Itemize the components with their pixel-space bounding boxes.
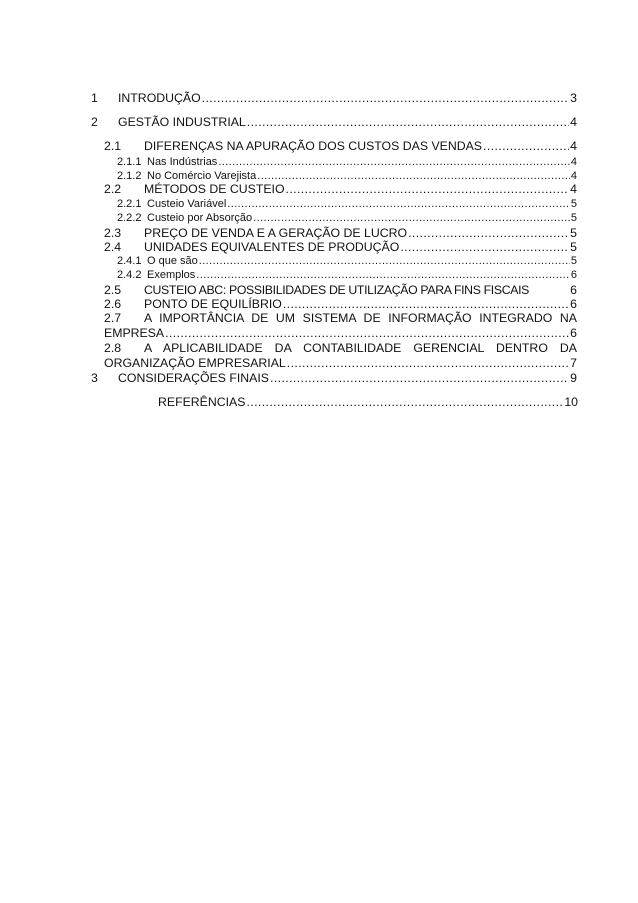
- toc-number: 2.3: [104, 226, 122, 240]
- toc-number: 2: [91, 115, 98, 129]
- toc-page: 4: [570, 182, 577, 196]
- toc-number: 2.4.2: [117, 269, 142, 281]
- toc-leader: [400, 241, 569, 253]
- toc-entry-2-2-2[interactable]: [117, 213, 577, 224]
- toc-page: 3: [570, 91, 577, 105]
- toc-title: CUSTEIO ABC: POSSIBILIDADES DE UTILIZAÇÃO PARA FINS FISCAIS: [144, 283, 530, 297]
- toc-entry-2-3[interactable]: [104, 227, 577, 239]
- toc-number: 2.8: [104, 341, 122, 355]
- toc-title: O que são: [147, 255, 198, 267]
- toc-page: 4: [570, 156, 577, 168]
- toc-number: 2.1: [104, 139, 122, 153]
- toc-entry-1[interactable]: [91, 92, 577, 104]
- toc-entry-2-4-2[interactable]: [117, 270, 577, 281]
- toc-entry-2-4-1[interactable]: [117, 256, 577, 267]
- toc-page: 6: [570, 269, 577, 281]
- toc-entry-2-5[interactable]: [104, 284, 577, 296]
- toc-leader: [257, 171, 570, 182]
- toc-title: Exemplos: [147, 269, 196, 281]
- toc-number: 2.5: [104, 283, 122, 297]
- toc-number: 2.1.1: [117, 156, 142, 168]
- toc-title: Nas Indústrias: [147, 156, 218, 168]
- toc-entry-2-2-1[interactable]: [117, 199, 577, 210]
- toc-leader: [283, 298, 569, 310]
- toc-page: 4: [570, 170, 577, 182]
- toc-page: 7: [570, 356, 577, 370]
- toc-page: 5: [570, 198, 577, 210]
- toc-leader: [408, 227, 569, 239]
- toc-page: 5: [570, 255, 577, 267]
- toc-number: 2.2: [104, 182, 122, 196]
- toc-page: 6: [570, 283, 577, 297]
- toc-page: 5: [570, 226, 577, 240]
- toc-leader: [199, 256, 570, 267]
- toc-page: 10: [564, 395, 578, 409]
- toc-number: 3: [91, 371, 98, 385]
- toc-title: No Comércio Varejista: [147, 170, 257, 182]
- toc-entry-2[interactable]: [91, 116, 577, 128]
- toc-title: CONSIDERAÇÕES FINAIS: [118, 371, 270, 385]
- toc-leader: [227, 199, 570, 210]
- toc-entry-referencias[interactable]: [158, 396, 578, 408]
- toc-entry-2-7[interactable]: [104, 312, 577, 324]
- toc-leader: [218, 157, 570, 168]
- toc-entry-3[interactable]: [91, 372, 577, 384]
- toc-title: A APLICABILIDADE DA CONTABILIDADE GERENCIAL DENTRO DA: [144, 341, 577, 355]
- toc-title: DIFERENÇAS NA APURAÇÃO DOS CUSTOS DAS VENDAS: [144, 139, 483, 153]
- toc-page: 6: [570, 297, 577, 311]
- toc-title: EMPRESA: [104, 326, 165, 340]
- toc-title: Custeio Variável: [147, 198, 227, 210]
- toc-leader: [196, 270, 570, 281]
- toc-page: 6: [570, 326, 577, 340]
- toc-entry-2-1-1[interactable]: [117, 157, 577, 168]
- toc-leader: [286, 183, 570, 195]
- toc-number: 2.2.2: [117, 212, 142, 224]
- toc-title: GESTÃO INDUSTRIAL: [118, 115, 246, 129]
- toc-title: INTRODUÇÃO: [118, 91, 201, 105]
- toc-entry-2-1[interactable]: [104, 140, 577, 152]
- toc-number: 1: [91, 91, 98, 105]
- toc-title: REFERÊNCIAS: [158, 395, 246, 409]
- toc-title: PREÇO DE VENDA E A GERAÇÃO DE LUCRO: [144, 226, 408, 240]
- toc-title: A IMPORTÂNCIA DE UM SISTEMA DE INFORMAÇÃO INTEGRADO NA: [144, 311, 577, 325]
- toc-entry-2-2[interactable]: [104, 183, 577, 195]
- toc-title: ORGANIZAÇÃO EMPRESARIAL: [104, 356, 286, 370]
- toc-entry-2-1-2[interactable]: [117, 171, 577, 182]
- toc-number: 2.1.2: [117, 170, 142, 182]
- toc-number: 2.4.1: [117, 255, 142, 267]
- toc-title: PONTO DE EQUILÍBRIO: [144, 297, 282, 311]
- toc-number: 2.2.1: [117, 198, 142, 210]
- toc-leader: [253, 213, 570, 224]
- toc-number: 2.4: [104, 240, 122, 254]
- toc-leader: [483, 140, 569, 152]
- toc-leader: [270, 372, 569, 384]
- toc-title: Custeio por Absorção: [147, 212, 253, 224]
- toc-entry-2-8-cont[interactable]: [104, 357, 577, 369]
- toc-title: UNIDADES EQUIVALENTES DE PRODUÇÃO: [144, 240, 400, 254]
- toc-page: 4: [570, 115, 577, 129]
- toc-leader: [287, 357, 569, 369]
- toc-entry-2-8[interactable]: [104, 342, 577, 354]
- toc-leader: [202, 92, 569, 104]
- toc-leader: [165, 327, 569, 339]
- toc-title: MÉTODOS DE CUSTEIO: [144, 182, 285, 196]
- toc-page: 4: [570, 139, 577, 153]
- toc-number: 2.7: [104, 311, 122, 325]
- toc-entry-2-4[interactable]: [104, 241, 577, 253]
- toc-entry-2-6[interactable]: [104, 298, 577, 310]
- toc-entry-2-7-cont[interactable]: [104, 327, 577, 339]
- toc-number: 2.6: [104, 297, 122, 311]
- toc-page: 9: [570, 371, 577, 385]
- toc-page: 5: [570, 240, 577, 254]
- toc-leader: [246, 396, 563, 408]
- toc-leader: [247, 116, 569, 128]
- toc-page: 5: [570, 212, 577, 224]
